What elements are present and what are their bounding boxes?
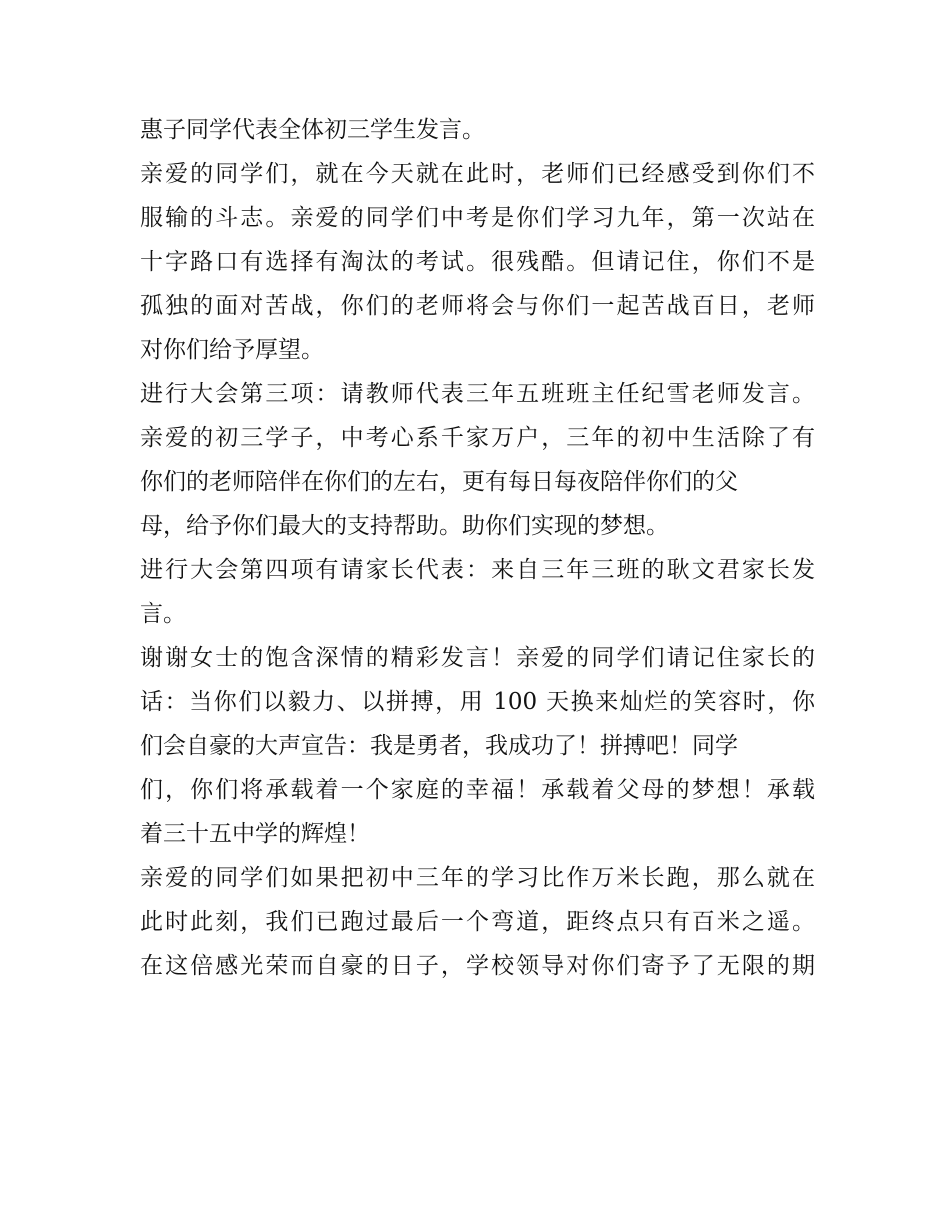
text-line: 你们的老师陪伴在你们的左右，更有每日每夜陪伴你们的父 — [140, 469, 738, 495]
text-line: 亲爱的同学们如果把初中三年的学习比作万米长跑，那么就在 — [140, 865, 815, 891]
text-line: 十字路口有选择有淘汰的考试。很残酷。但请记住，你们不是 — [140, 249, 815, 275]
text-line: 对你们给予厚望。 — [140, 337, 324, 363]
text-line: 们会自豪的大声宣告：我是勇者，我成功了！拼搏吧！同学 — [140, 733, 738, 759]
text-line: 话：当你们以毅力、以拼搏，用 100 天换来灿烂的笑容时，你 — [140, 689, 815, 715]
text-line: 们，你们将承载着一个家庭的幸福！承载着父母的梦想！承载 — [140, 777, 815, 803]
text-line: 此时此刻，我们已跑过最后一个弯道，距终点只有百米之遥。 — [140, 909, 815, 935]
text-line: 亲爱的同学们，就在今天就在此时，老师们已经感受到你们不 — [140, 161, 815, 187]
text-line: 在这倍感光荣而自豪的日子，学校领导对你们寄予了无限的期 — [140, 953, 815, 979]
text-line: 言。 — [140, 601, 186, 627]
text-line: 服输的斗志。亲爱的同学们中考是你们学习九年，第一次站在 — [140, 205, 815, 231]
text-line: 亲爱的初三学子，中考心系千家万户，三年的初中生活除了有 — [140, 425, 815, 451]
text-line: 进行大会第四项有请家长代表：来自三年三班的耿文君家长发 — [140, 557, 815, 583]
text-line: 孤独的面对苦战，你们的老师将会与你们一起苦战百日，老师 — [140, 293, 815, 319]
text-line: 母，给予你们最大的支持帮助。助你们实现的梦想。 — [140, 513, 669, 539]
text-line: 惠子同学代表全体初三学生发言。 — [140, 117, 485, 143]
text-line: 谢谢女士的饱含深情的精彩发言！亲爱的同学们请记住家长的 — [140, 645, 815, 671]
document-body — [140, 108, 815, 988]
text-line: 进行大会第三项：请教师代表三年五班班主任纪雪老师发言。 — [140, 381, 815, 407]
text-line: 着三十五中学的辉煌！ — [140, 821, 370, 847]
